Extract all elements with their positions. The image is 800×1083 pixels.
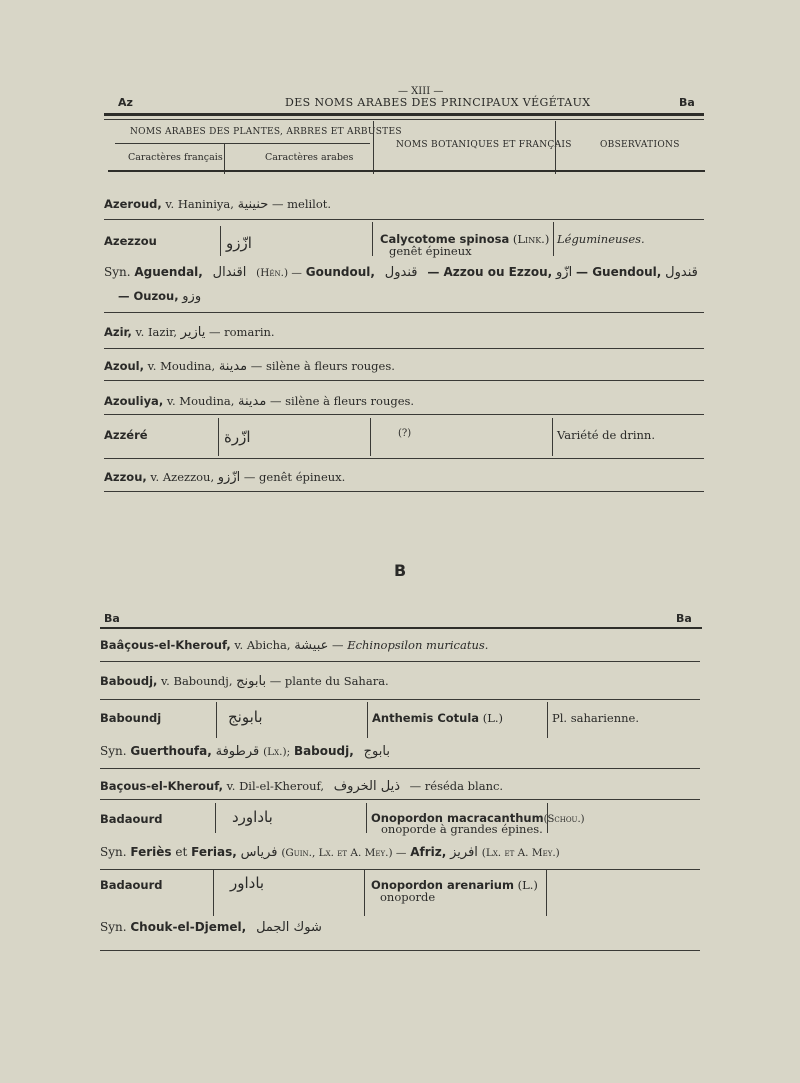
- syn-label: Syn.: [100, 744, 127, 758]
- synonym-arabic: اقندال: [212, 265, 247, 280]
- rule: [100, 768, 700, 769]
- section-left-key: Ba: [104, 612, 120, 625]
- authority: (Lx. et A. Mey.): [481, 847, 560, 859]
- rule: [100, 869, 700, 870]
- rule: [104, 380, 704, 381]
- section-right-key: Ba: [676, 612, 692, 625]
- authority: (L.): [517, 878, 538, 892]
- left-running-key: Az: [118, 96, 133, 109]
- authority: (L.): [482, 711, 503, 725]
- synonym-arabic: ازّو: [556, 265, 573, 280]
- entry-ref: v. Abicha,: [234, 638, 291, 652]
- entry-baacous: [100, 638, 488, 653]
- rule: [104, 219, 704, 220]
- authority: (Guin., Lx. et A. Mey.) —: [281, 847, 407, 859]
- observation: Légumineuses.: [557, 232, 645, 246]
- entry-name: Badaourd: [100, 812, 163, 826]
- entry-arabic: ازّزو: [226, 234, 252, 252]
- rule: [104, 458, 704, 459]
- synonym: — Azzou ou Ezzou,: [427, 265, 553, 279]
- entry-gloss: Echinopsilon muricatus.: [347, 638, 489, 652]
- cell-divider: [372, 222, 373, 256]
- entry-name: Azeroud,: [104, 197, 162, 211]
- authority: (Schou.): [543, 814, 585, 825]
- synonym: Baboudj,: [293, 744, 354, 758]
- cell-divider: [367, 702, 368, 738]
- cell-divider: [216, 702, 217, 738]
- col-header-observations: OBSERVATIONS: [600, 140, 680, 150]
- entry-gloss: — silène à fleurs rouges.: [270, 394, 415, 408]
- cell-divider: [547, 803, 548, 833]
- cell-divider: [552, 418, 553, 456]
- syn-label: Syn.: [104, 265, 131, 279]
- synonym-arabic: بابوج: [363, 744, 390, 759]
- synonym-arabic: قرطوفة: [215, 744, 260, 759]
- cell-divider: [546, 870, 547, 916]
- entry-baboudj: [100, 674, 389, 689]
- entry-azoul: [104, 359, 395, 374]
- entry-arabic: حنينية: [237, 197, 269, 212]
- cell-divider: [218, 418, 219, 456]
- entry-gloss: — plante du Sahara.: [269, 674, 389, 688]
- botanical-name: Onopordon arenarium: [371, 878, 514, 892]
- entry-ref: v. Azezzou,: [150, 470, 215, 484]
- col-header-botanical: NOMS BOTANIQUES ET FRANÇAIS: [396, 140, 572, 150]
- syn-label: Syn.: [100, 845, 127, 859]
- col-divider-3: [555, 121, 556, 174]
- entry-name: Baboudj,: [100, 674, 158, 688]
- entry-name: Baboundj: [100, 711, 162, 725]
- entry-name: Azzou,: [104, 470, 147, 484]
- cell-divider: [370, 418, 371, 456]
- entry-name: Azoul,: [104, 359, 144, 373]
- synonym-arabic: وزو: [182, 289, 202, 304]
- synonym: — Guendoul,: [576, 265, 662, 279]
- synonym: Guerthoufa,: [130, 744, 212, 758]
- authority: (Link.): [512, 232, 550, 246]
- botanical-name: Calycotome spinosa: [380, 232, 510, 246]
- col-header-french-chars: Caractères français: [128, 152, 223, 163]
- entry-azzou: [104, 470, 345, 485]
- synonym-arabic: شوك الجمل: [256, 920, 322, 935]
- entry-arabic: بابونج: [228, 708, 263, 726]
- entry-gloss: — genêt épineux.: [243, 470, 346, 484]
- col-header-arabic-names: NOMS ARABES DES PLANTES, ARBRES ET ARBUSTES: [130, 127, 402, 137]
- entry-gloss: — romarin.: [208, 325, 275, 339]
- entry-gloss-dash: —: [332, 638, 344, 652]
- entry-arabic: مدينة: [238, 394, 267, 409]
- entry-ref: v. Dil-el-Kherouf,: [226, 779, 325, 793]
- entry-name: Baçous-el-Kherouf,: [100, 779, 223, 793]
- cell-divider: [553, 222, 554, 256]
- synonym-arabic: قندول: [665, 265, 698, 280]
- synonym: Chouk-el-Djemel,: [130, 920, 247, 934]
- rule: [104, 348, 704, 349]
- synonym: Goundoul,: [305, 265, 375, 279]
- entry-arabic: ذيل الخروف: [333, 779, 400, 794]
- col-divider-2: [373, 121, 374, 174]
- entry-ref: v. Moudina,: [166, 394, 235, 408]
- entry-azeroud: [104, 197, 331, 212]
- rule: [104, 414, 704, 415]
- authority: (Hén.) —: [256, 267, 302, 279]
- synonym: Feriès: [130, 845, 172, 859]
- cell-divider: [364, 870, 365, 916]
- entry-arabic: باداورد: [232, 808, 273, 826]
- observation: Variété de drinn.: [557, 428, 655, 442]
- rule: [100, 661, 700, 662]
- entry-azir: [104, 325, 275, 340]
- syn-label: Syn.: [100, 920, 127, 934]
- entry-gloss: — réséda blanc.: [409, 779, 504, 793]
- entry-bacous: [100, 779, 503, 794]
- synonym: — Ouzou,: [118, 289, 179, 303]
- cell-divider: [220, 226, 221, 256]
- col-header-arabic-chars: Caractères arabes: [265, 152, 354, 163]
- botanical-name: (?): [398, 428, 412, 439]
- french-name: onoporde: [380, 890, 436, 904]
- synonym-arabic: قندول: [384, 265, 418, 280]
- synonym-arabic: فرياس: [240, 845, 278, 860]
- rule: [100, 699, 700, 700]
- entry-arabic: بابونج: [236, 674, 267, 689]
- entry-name: Azir,: [104, 325, 132, 339]
- col-header-divider: [115, 143, 370, 144]
- entry-ref: v. Baboundj,: [161, 674, 233, 688]
- entry-ref: v. Moudina,: [147, 359, 216, 373]
- rule: [100, 950, 700, 951]
- french-name: onoporde à grandes épines.: [381, 822, 543, 836]
- entry-arabic: يازير: [180, 325, 206, 340]
- entry-name: Baâçous-el-Kherouf,: [100, 638, 231, 652]
- running-title: DES NOMS ARABES DES PRINCIPAUX VÉGÉTAUX: [285, 96, 591, 109]
- page-number: — XIII —: [398, 86, 444, 97]
- botanical-name: Anthemis Cotula: [372, 711, 480, 725]
- authority: (Lx.);: [263, 746, 291, 758]
- entry-arabic: ازّزو: [217, 470, 241, 485]
- conjunction: et: [175, 845, 188, 859]
- synonym-arabic: افريز: [450, 845, 478, 860]
- entry-gloss: — silène à fleurs rouges.: [250, 359, 395, 373]
- entry-name: Azezzou: [104, 234, 157, 248]
- entry-arabic: مدينة: [218, 359, 248, 374]
- entry-ref: v. Haniniya,: [165, 197, 234, 211]
- rule: [104, 312, 704, 313]
- synonym: Afriz,: [410, 845, 447, 859]
- entry-gloss: — melilot.: [271, 197, 332, 211]
- entry-ref: v. Iazir,: [135, 325, 178, 339]
- rule: [104, 491, 704, 492]
- right-running-key: Ba: [679, 96, 695, 109]
- entry-arabic: ازّرة: [224, 428, 251, 446]
- cell-divider: [547, 702, 548, 738]
- french-name: genêt épineux: [389, 244, 472, 258]
- cell-divider: [215, 803, 216, 833]
- entry-name: Azouliya,: [104, 394, 164, 408]
- entry-arabic: باداور: [230, 874, 265, 892]
- botanical-name: Onopordon macracanthum: [371, 811, 544, 825]
- section-rule: [100, 627, 702, 629]
- rule: [100, 799, 700, 800]
- table-header-bottom-rule: [108, 170, 705, 172]
- observation: Pl. saharienne.: [552, 711, 640, 725]
- cell-divider: [366, 803, 367, 833]
- synonym: Ferias,: [191, 845, 237, 859]
- header-rule-thin: [104, 119, 704, 120]
- entry-name: Azzéré: [104, 428, 148, 442]
- header-rule: [104, 113, 704, 116]
- synonym: Aguendal,: [134, 265, 203, 279]
- section-letter: B: [394, 561, 407, 580]
- cell-divider: [213, 870, 214, 916]
- entry-arabic: عبيشة: [294, 638, 329, 653]
- entry-azouliya: [104, 394, 414, 409]
- entry-name: Badaourd: [100, 878, 163, 892]
